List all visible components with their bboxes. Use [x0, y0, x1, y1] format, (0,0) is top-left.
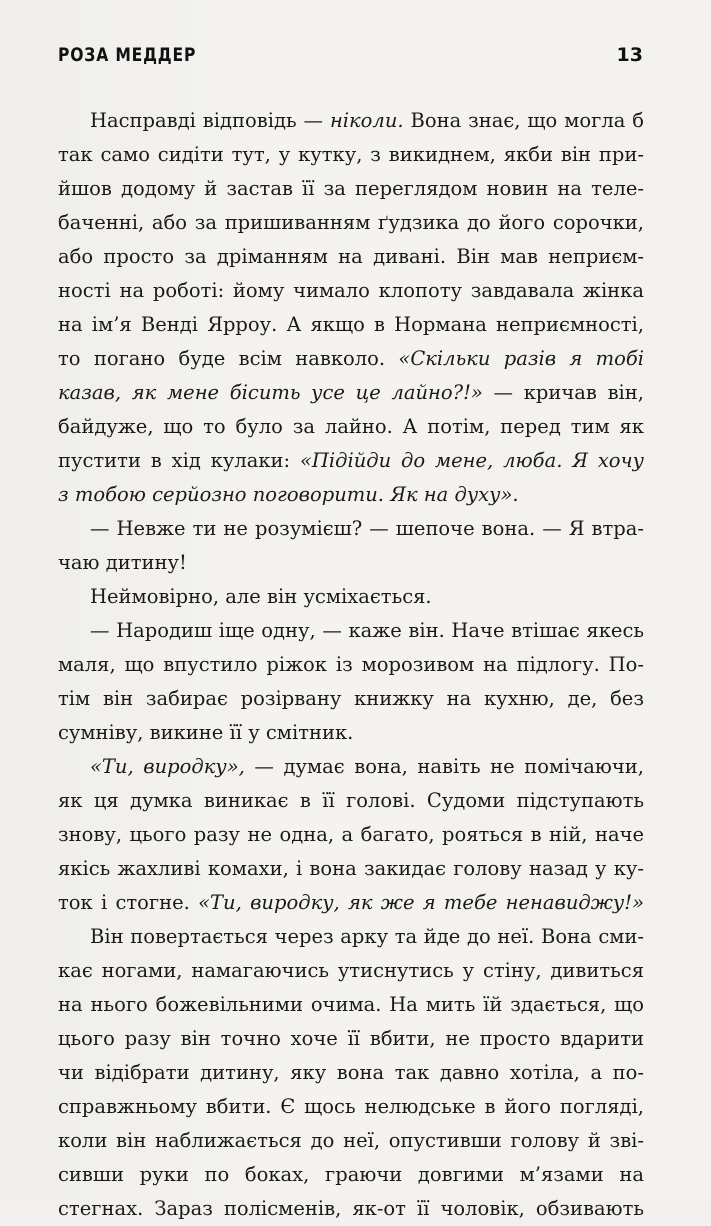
text-line — [58, 648, 644, 682]
text-segment: баченні, або за пришиванням ґудзика до його сорочки, — [58, 211, 644, 234]
text-line — [90, 512, 644, 546]
text-segment: цього разу він точно хоче її вбити, не просто вдарити — [58, 1027, 644, 1050]
text-segment: — кричав він, — [482, 381, 644, 404]
text-segment: йшов додому й застав її за переглядом новин на теле- — [58, 177, 644, 200]
text-line — [58, 1090, 644, 1124]
text-segment: на ім’я Венді Ярроу. А якщо в Нормана неприємності, — [58, 313, 644, 336]
text-line — [58, 1158, 644, 1192]
text-segment: Він повертається через арку та йде до неї. Вона сми- — [90, 925, 644, 948]
running-head-author: РОЗА МЕДДЕР — [58, 44, 197, 66]
text-segment: то погано буде всім навколо. — [58, 347, 399, 370]
text-segment: стегнах. Зараз полісменів, як-от її чоловік, обзивають — [58, 1197, 644, 1220]
text-segment: ток і стогне. — [58, 891, 199, 914]
page-number: 13 — [616, 44, 643, 66]
italic-text-segment: казав, як мене бісить усе це лайно?!» — [58, 381, 483, 404]
text-line — [58, 852, 644, 886]
text-line — [90, 614, 644, 648]
text-line — [58, 886, 644, 920]
text-line — [58, 410, 644, 444]
text-segment: на нього божевільними очима. На мить їй здається, що — [58, 993, 644, 1016]
text-line — [58, 444, 644, 478]
text-segment: — думає вона, навіть не помічаючи, — [244, 755, 644, 778]
text-segment: — Народиш іще одну, — каже він. Наче втішає якесь — [90, 619, 644, 642]
text-segment: тім він забирає розірвану книжку на кухню, де, без — [58, 687, 644, 710]
text-segment: сумніву, викине її у смітник. — [58, 721, 354, 744]
text-segment: Насправді відповідь — — [90, 109, 330, 132]
italic-text-segment: «Скільки разів я тобі — [398, 347, 644, 370]
text-line — [58, 240, 644, 274]
text-segment: як ця думка виникає в її голові. Судоми підступають — [58, 789, 644, 812]
text-line — [58, 1022, 644, 1056]
text-segment: маля, що впустило ріжок із морозивом на підлогу. По- — [58, 653, 644, 676]
text-line — [58, 308, 644, 342]
text-line — [58, 376, 644, 410]
text-segment: Неймовірно, але він усміхається. — [90, 585, 432, 608]
text-line — [58, 784, 644, 818]
text-line — [58, 206, 644, 240]
text-line — [58, 546, 644, 580]
text-line — [90, 580, 644, 614]
text-line — [90, 920, 644, 954]
text-line — [58, 682, 644, 716]
text-segment: чи відібрати дитину, яку вона так давно хотіла, а по- — [58, 1061, 644, 1084]
italic-text-segment: «Підійди до мене, люба. Я хочу — [299, 449, 644, 472]
text-line — [90, 750, 644, 784]
italic-text-segment: з тобою серйозно поговорити. Як на духу». — [58, 483, 519, 506]
text-line — [58, 1124, 644, 1158]
text-line — [58, 1192, 644, 1226]
text-line — [58, 818, 644, 852]
text-segment: коли він наближається до неї, опустивши голову й зві- — [58, 1129, 644, 1152]
text-line — [58, 954, 644, 988]
text-line — [90, 104, 644, 138]
text-segment: знову, цього разу не одна, а багато, рояться в ній, наче — [58, 823, 644, 846]
italic-text-segment: «Ти, виродку», — [90, 755, 245, 778]
text-line — [58, 1056, 644, 1090]
text-line — [58, 716, 644, 750]
italic-text-segment: ніколи. — [329, 109, 404, 132]
text-segment: справжньому вбити. Є щось нелюдське в його погляді, — [58, 1095, 644, 1118]
text-segment: чаю дитину! — [58, 551, 187, 574]
text-segment: якісь жахливі комахи, і вона закидає голову назад у ку- — [58, 857, 644, 880]
text-line — [58, 342, 644, 376]
text-segment: ності на роботі: йому чимало клопоту завдавала жінка — [58, 279, 644, 302]
text-segment: Вона знає, що могла б — [403, 109, 644, 132]
text-segment: пустити в хід кулаки: — [58, 449, 300, 472]
text-segment: сивши руки по боках, граючи довгими м’язами на — [58, 1163, 644, 1186]
running-head — [58, 44, 643, 78]
text-line — [58, 478, 644, 512]
text-line — [58, 988, 644, 1022]
text-segment: — Невже ти не розумієш? — шепоче вона. — Я втра- — [90, 517, 644, 540]
text-line — [58, 172, 644, 206]
text-line — [58, 138, 644, 172]
text-segment: кає ногами, намагаючись утиснутись у стіну, дивиться — [58, 959, 644, 982]
text-segment: або просто за дріманням на дивані. Він мав неприєм- — [58, 245, 644, 268]
text-segment: байдуже, що то було за лайно. А потім, перед тим як — [58, 415, 644, 438]
text-segment: так само сидіти тут, у кутку, з викиднем, якби він при- — [58, 143, 644, 166]
text-line — [58, 274, 644, 308]
italic-text-segment: «Ти, виродку, як же я тебе ненавиджу!» — [198, 891, 645, 914]
